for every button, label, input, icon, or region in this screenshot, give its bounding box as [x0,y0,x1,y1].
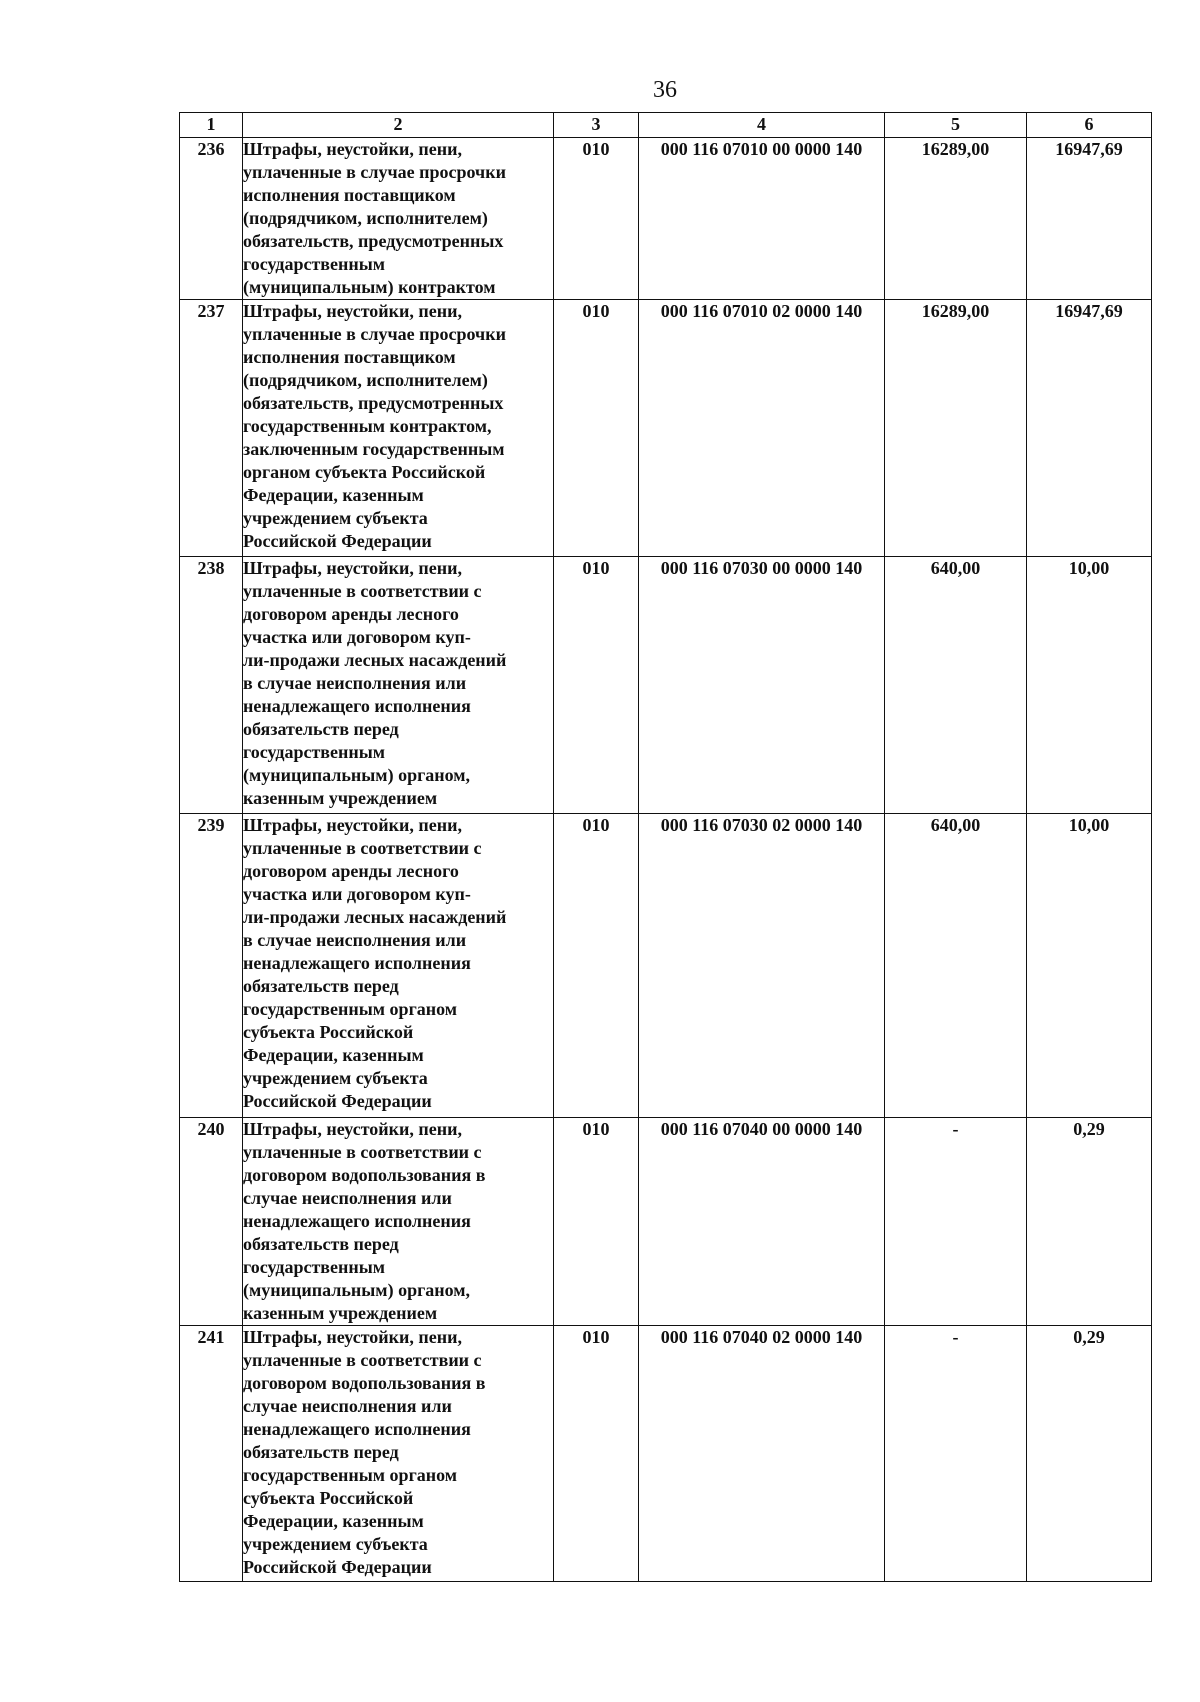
row-admin-code: 010 [554,557,639,814]
column-header-4: 4 [639,113,885,138]
row-number: 236 [180,138,243,300]
table-row [180,1326,1152,1582]
row-name-line: уплаченные в соответствии с [243,581,482,601]
table-row [180,814,1152,1118]
row-value-5: - [885,1118,1027,1326]
row-name-line: учреждением субъекта [243,1068,428,1088]
row-name-line: ненадлежащего исполнения [243,953,471,973]
row-name-line: в случае неисполнения или [243,673,467,693]
row-name-line: обязательств перед [243,719,399,739]
row-value-6: 16947,69 [1027,138,1152,300]
row-value-5: 16289,00 [885,138,1027,300]
row-value-6: 10,00 [1027,814,1152,1118]
row-value-5: 640,00 [885,557,1027,814]
row-number: 239 [180,814,243,1118]
row-admin-code: 010 [554,1118,639,1326]
row-name-line: субъекта Российской [243,1488,414,1508]
row-name-line: субъекта Российской [243,1022,414,1042]
row-kbk-code: 000 116 07010 00 0000 140 [639,138,885,300]
table-body [180,138,1152,1582]
row-name-line: государственным [243,1257,386,1277]
revenue-table [179,112,1152,1582]
row-name [243,1326,554,1582]
row-number: 241 [180,1326,243,1582]
column-header-6: 6 [1027,113,1152,138]
row-value-5: - [885,1326,1027,1582]
column-header-2: 2 [243,113,554,138]
row-name-line: государственным контрактом, [243,416,492,436]
row-name-line: ненадлежащего исполнения [243,1211,471,1231]
row-name-line: Штрафы, неустойки, пени, [243,1119,463,1139]
row-name-line: Штрафы, неустойки, пени, [243,301,463,321]
row-value-6: 16947,69 [1027,300,1152,557]
row-admin-code: 010 [554,814,639,1118]
row-name-line: Штрафы, неустойки, пени, [243,139,463,159]
row-name-line: (муниципальным) органом, [243,1280,471,1300]
column-header-3: 3 [554,113,639,138]
row-number: 240 [180,1118,243,1326]
row-name-line: заключенным государственным [243,439,505,459]
row-name-line: уплаченные в случае просрочки [243,162,506,182]
row-name-line: Штрафы, неустойки, пени, [243,815,463,835]
row-name-line: обязательств перед [243,1234,399,1254]
column-header-5: 5 [885,113,1027,138]
row-name-line: учреждением субъекта [243,508,428,528]
row-name-line: Российской Федерации [243,1091,432,1111]
row-name-line: уплаченные в случае просрочки [243,324,506,344]
table-row [180,1118,1152,1326]
row-name-line: в случае неисполнения или [243,930,467,950]
row-name-line: Федерации, казенным [243,1511,424,1531]
row-name-line: обязательств перед [243,1442,399,1462]
row-name-line: (муниципальным) контрактом [243,277,496,297]
row-name [243,138,554,300]
row-name-line: исполнения поставщиком [243,185,456,205]
row-kbk-code: 000 116 07030 00 0000 140 [639,557,885,814]
row-number: 238 [180,557,243,814]
row-name-line: ненадлежащего исполнения [243,696,471,716]
page-number: 36 [653,77,677,103]
row-admin-code: 010 [554,138,639,300]
row-name-line: уплаченные в соответствии с [243,838,482,858]
row-kbk-code: 000 116 07030 02 0000 140 [639,814,885,1118]
row-name [243,814,554,1118]
row-name-line: государственным органом [243,999,458,1019]
row-name [243,300,554,557]
row-kbk-code: 000 116 07010 02 0000 140 [639,300,885,557]
row-name-line: ненадлежащего исполнения [243,1419,471,1439]
row-admin-code: 010 [554,1326,639,1582]
row-admin-code: 010 [554,300,639,557]
row-name [243,557,554,814]
row-name-line: Федерации, казенным [243,1045,424,1065]
row-name-line: казенным учреждением [243,1303,438,1323]
row-value-6: 0,29 [1027,1326,1152,1582]
row-name-line: договором аренды лесного [243,861,459,881]
table-row [180,557,1152,814]
row-name-line: органом субъекта Российской [243,462,486,482]
row-name-line: Штрафы, неустойки, пени, [243,1327,463,1347]
row-value-5: 640,00 [885,814,1027,1118]
row-name-line: договором водопользования в [243,1373,486,1393]
row-name-line: (муниципальным) органом, [243,765,471,785]
row-value-6: 0,29 [1027,1118,1152,1326]
row-name-line: уплаченные в соответствии с [243,1350,482,1370]
row-name-line: участка или договором куп- [243,884,471,904]
column-header-1: 1 [180,113,243,138]
row-name-line: государственным органом [243,1465,458,1485]
table-row [180,300,1152,557]
row-name-line: исполнения поставщиком [243,347,456,367]
row-number: 237 [180,300,243,557]
row-name-line: ли-продажи лесных насаждений [243,650,507,670]
row-value-6: 10,00 [1027,557,1152,814]
row-name-line: уплаченные в соответствии с [243,1142,482,1162]
row-name-line: казенным учреждением [243,788,438,808]
row-name-line: договором аренды лесного [243,604,459,624]
row-name-line: Федерации, казенным [243,485,424,505]
row-name-line: Российской Федерации [243,531,432,551]
row-name-line: договором водопользования в [243,1165,486,1185]
row-name-line: (подрядчиком, исполнителем) [243,208,488,228]
row-name-line: ли-продажи лесных насаждений [243,907,507,927]
row-name-line: случае неисполнения или [243,1188,452,1208]
table-row [180,138,1152,300]
row-name-line: случае неисполнения или [243,1396,452,1416]
row-name-line: Штрафы, неустойки, пени, [243,558,463,578]
row-name [243,1118,554,1326]
row-name-line: обязательств, предусмотренных [243,231,504,251]
row-name-line: обязательств перед [243,976,399,996]
row-kbk-code: 000 116 07040 00 0000 140 [639,1118,885,1326]
row-name-line: государственным [243,254,386,274]
row-name-line: учреждением субъекта [243,1534,428,1554]
row-kbk-code: 000 116 07040 02 0000 140 [639,1326,885,1582]
row-name-line: участка или договором куп- [243,627,471,647]
table-header-row [180,113,1152,138]
row-name-line: обязательств, предусмотренных [243,393,504,413]
row-value-5: 16289,00 [885,300,1027,557]
row-name-line: (подрядчиком, исполнителем) [243,370,488,390]
row-name-line: Российской Федерации [243,1557,432,1577]
row-name-line: государственным [243,742,386,762]
